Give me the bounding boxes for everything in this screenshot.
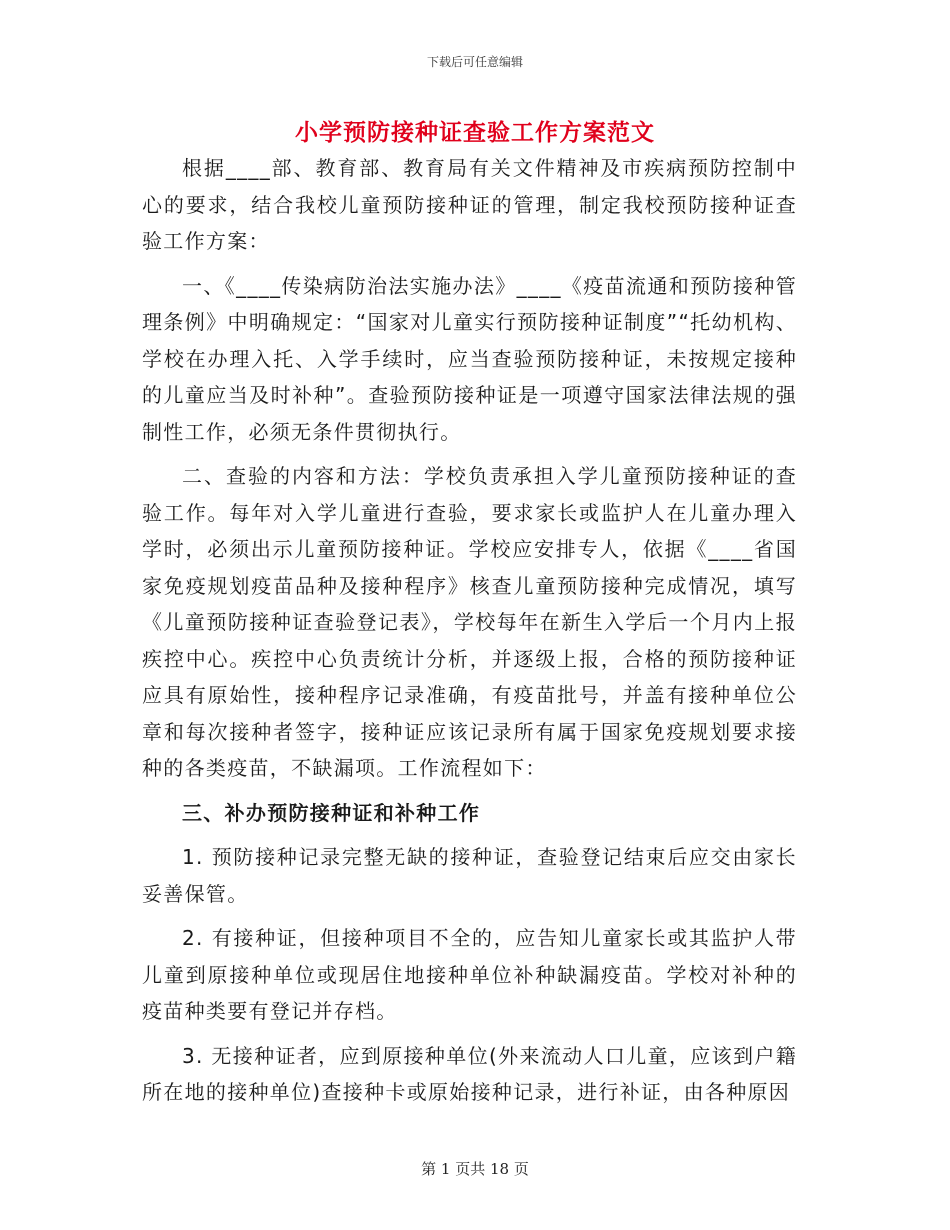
section-2-paragraph: 二、查验的内容和方法：学校负责承担入学儿童预防接种证的查验工作。每年对入学儿童进行查验，要求家长或监护人在儿童办理入学时，必须出示儿童预防接种证。学校应安排专人，依据《____省国家免疫规划疫苗品种及接种程序》核查儿童预防接种完成情况，填写《儿童预防接种证查验登记表》，学校每年在新生入学后一个月内上报疾控中心。疾控中心负责统计分析，并逐级上报，合格的预防接种证应具有原始性，接种程序记录准确，有疫苗批号，并盖有接种单位公章和每次接种者签字，接种证应该记录所有属于国家免疫规划要求接种的各类疫苗，不缺漏项。工作流程如下： — [142, 464, 797, 780]
section-1-paragraph: 一、《____传染病防治法实施办法》____《疫苗流通和预防接种管理条例》中明确规定：“国家对儿童实行预防接种证制度”“托幼机构、学校在办理入托、入学手续时，应当查验预防接种证，未按规定接种的儿童应当及时补种”。查验预防接种证是一项遵守国家法律法规的强制性工作，必须无条件贯彻执行。 — [142, 273, 797, 444]
section-3-heading: 三、补办预防接种证和补种工作 — [182, 800, 481, 825]
document-title: 小学预防接种证查验工作方案范文 — [295, 120, 655, 146]
intro-paragraph: 根据____部、教育部、教育局有关文件精神及市疾病预防控制中心的要求，结合我校儿童预防接种证的管理，制定我校预防接种证查验工作方案： — [142, 156, 797, 253]
item-2-paragraph: 2. 有接种证，但接种项目不全的，应告知儿童家长或其监护人带儿童到原接种单位或现居住地接种单位补种缺漏疫苗。学校对补种的疫苗种类要有登记并存档。 — [142, 926, 797, 1023]
item-1-paragraph: 1. 预防接种记录完整无缺的接种证，查验登记结束后应交由家长妥善保管。 — [142, 845, 797, 906]
page-header-note: 下载后可任意编辑 — [426, 55, 523, 69]
page-number-footer: 第 1 页共 18 页 — [421, 1160, 529, 1178]
document-body — [142, 150, 797, 1119]
item-3-paragraph: 3. 无接种证者，应到原接种单位(外来流动人口儿童，应该到户籍所在地的接种单位)查接种卡或原始接种记录，进行补证，由各种原因 — [142, 1043, 797, 1104]
